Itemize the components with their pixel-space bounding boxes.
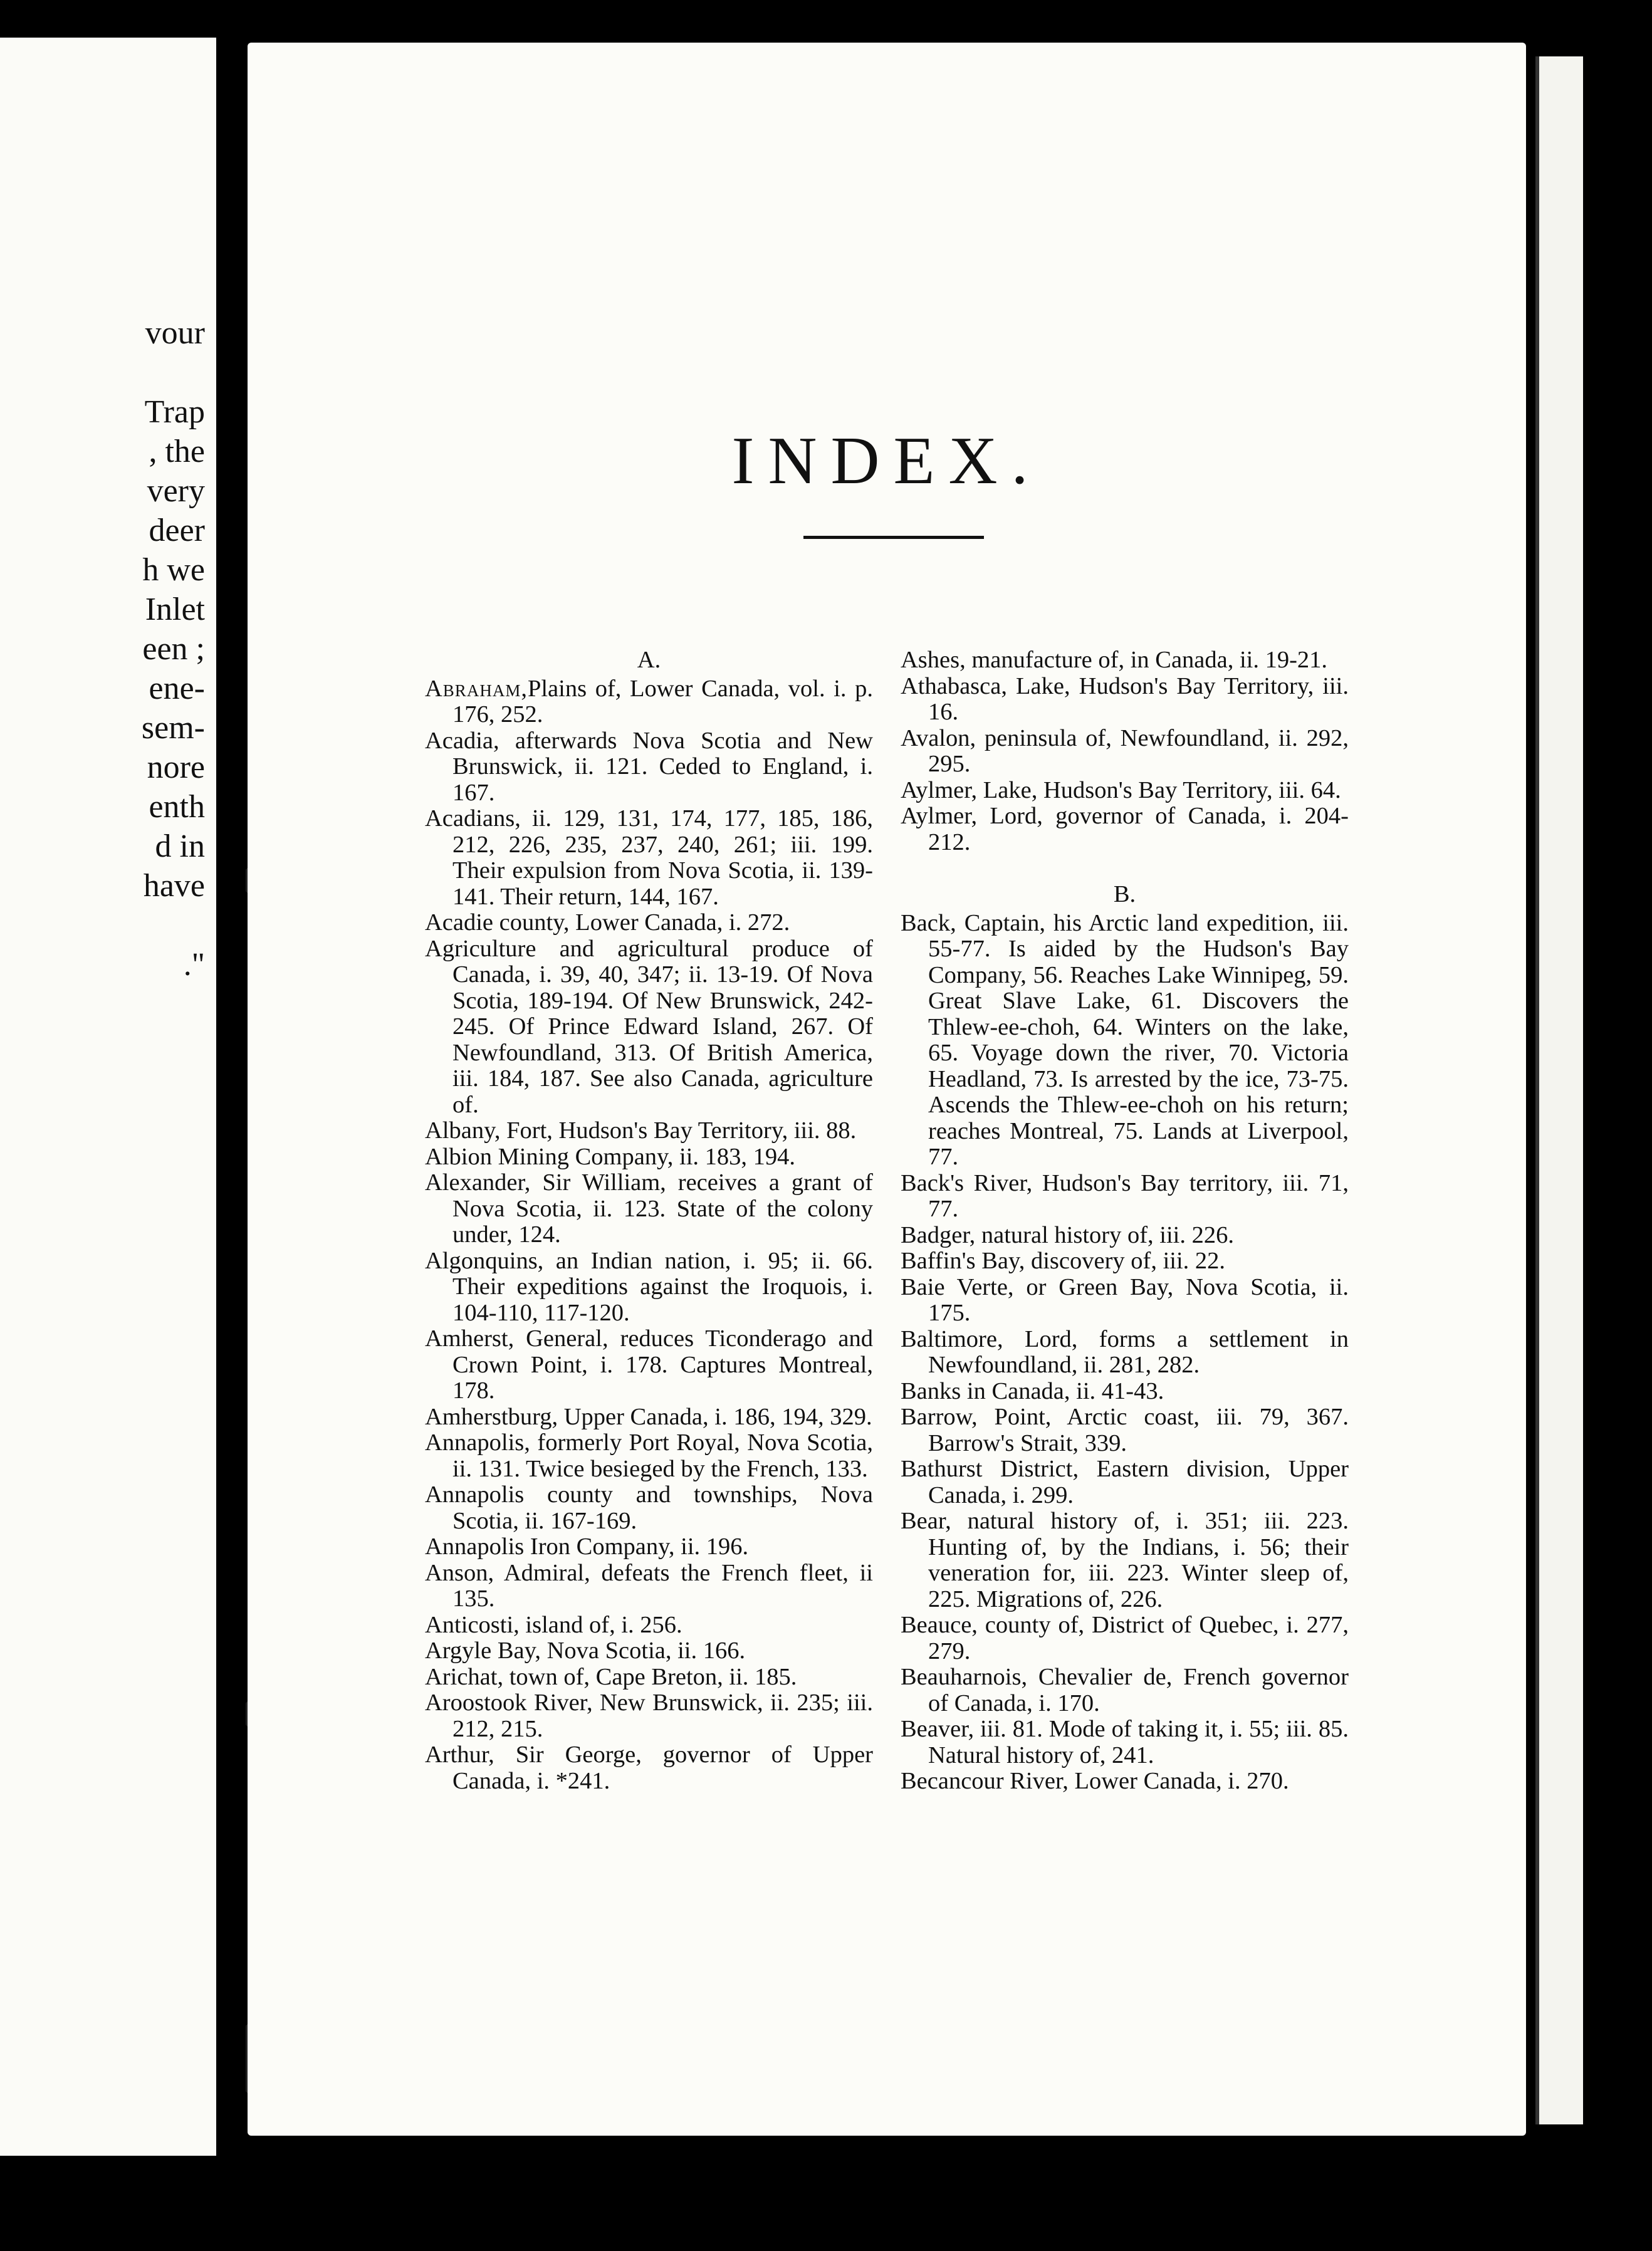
index-entry [901, 674, 1349, 726]
index-page [248, 43, 1526, 2136]
index-entry [425, 1248, 873, 1327]
index-entry [901, 1716, 1349, 1768]
index-entry [901, 1404, 1349, 1456]
index-column-right [901, 647, 1349, 1795]
entry-head: Abraham, [425, 675, 528, 702]
index-entry [901, 911, 1349, 1171]
index-entry [425, 1560, 873, 1612]
entry-text: Baie Verte, or Green Bay, Nova Scotia, ii. 175. [901, 1273, 1349, 1326]
index-entry [425, 1742, 873, 1794]
left-page-fragment: nore [147, 749, 205, 785]
entry-text: Banks in Canada, ii. 41-43. [901, 1377, 1164, 1404]
entry-text: Barrow, Point, Arctic coast, iii. 79, 367. Barrow's Strait, 339. [901, 1404, 1349, 1456]
entry-text: Argyle Bay, Nova Scotia, ii. 166. [425, 1637, 746, 1664]
index-entry [425, 1638, 873, 1664]
entry-text: Acadians, ii. 129, 131, 174, 177, 185, 186, 212, 226, 235, 237, 240, 261; iii. 199. Their expulsion from Nova Scotia, ii. 139-141. Their return, 144, 167. [425, 805, 873, 910]
index-entry [425, 1482, 873, 1534]
entry-text: Algonquins, an Indian nation, i. 95; ii. 66. Their expeditions against the Iroquois, i. 104-110, 117-120. [425, 1247, 873, 1326]
left-page-fragment: h we [142, 552, 205, 588]
entry-text: Badger, natural history of, iii. 226. [901, 1221, 1235, 1248]
left-page-fragment: d in [155, 828, 205, 864]
entry-text: Amherstburg, Upper Canada, i. 186, 194, 329. [425, 1403, 872, 1430]
entry-text: Aylmer, Lake, Hudson's Bay Territory, iii. 64. [901, 776, 1341, 803]
section-letter: A. [637, 647, 661, 673]
entry-text: Back's River, Hudson's Bay territory, iii. 71, 77. [901, 1169, 1349, 1222]
entry-text: Anson, Admiral, defeats the French fleet, ii 135. [425, 1559, 873, 1612]
index-entry [901, 1612, 1349, 1664]
entry-text: Amherst, General, reduces Ticonderago and Crown Point, i. 178. Captures Montreal, 178. [425, 1325, 873, 1404]
index-column-left [425, 647, 873, 1794]
entry-text: Athabasca, Lake, Hudson's Bay Territory, iii. 16. [901, 672, 1349, 725]
entry-text: Baffin's Bay, discovery of, iii. 22. [901, 1248, 1226, 1274]
entry-text: Annapolis, formerly Port Royal, Nova Scotia, ii. 131. Twice besieged by the French, 133. [425, 1429, 873, 1482]
entry-text: Anticosti, island of, i. 256. [425, 1611, 682, 1638]
index-entry [425, 806, 873, 910]
entry-text: Agriculture and agricultural produce of Canada, i. 39, 40, 347; ii. 13-19. Of Nova Scotia, 189-194. Of New Brunswick, 242-245. Of Prince Edward Island, 267. Of Newfoundland, 313. Of British America, iii. 184, 187. See also Canada, agriculture of. [425, 935, 873, 1118]
entry-text: Bear, natural history of, i. 351; iii. 223. Hunting of, by the Indians, i. 56; their veneration for, iii. 223. Winter sleep of, 225. Migrations of, 226. [901, 1508, 1349, 1612]
index-entry [901, 647, 1349, 674]
index-entry [425, 1612, 873, 1639]
entry-text: Baltimore, Lord, forms a settlement in Newfoundland, ii. 281, 282. [901, 1325, 1349, 1378]
left-page-fragment [142, 906, 205, 945]
left-page-fragment: Inlet [145, 592, 205, 627]
title-rule [803, 536, 984, 539]
index-entry [425, 728, 873, 807]
index-entry [901, 1768, 1349, 1795]
entry-text: Arichat, town of, Cape Breton, ii. 185. [425, 1663, 797, 1690]
index-entry [425, 676, 873, 728]
index-entry [901, 1223, 1349, 1249]
entry-text: Beauce, county of, District of Quebec, i. 277, 279. [901, 1612, 1349, 1664]
index-entry [901, 726, 1349, 778]
left-page-fragment: deer [149, 513, 205, 548]
left-page-fragment: ." [183, 947, 205, 983]
index-entry [901, 1248, 1349, 1275]
index-entry [901, 1508, 1349, 1612]
index-entry [901, 1379, 1349, 1405]
left-page-fragment: very [147, 473, 205, 509]
index-entry [425, 910, 873, 936]
left-page-fragment: , the [149, 434, 205, 469]
left-page-fragment: vour [145, 315, 205, 351]
left-page-text-fragments [142, 313, 205, 984]
left-page-fragment: enth [149, 789, 205, 825]
index-entry [425, 1690, 873, 1742]
entry-text: Becancour River, Lower Canada, i. 270. [901, 1768, 1289, 1794]
index-entry [425, 1534, 873, 1560]
left-page-fragment: ene- [149, 671, 205, 706]
left-page-fragment [142, 353, 205, 392]
entry-text: Arthur, Sir George, governor of Upper Canada, i. *241. [425, 1742, 873, 1794]
index-entry [901, 1456, 1349, 1508]
left-page-fragment: have [143, 868, 205, 904]
index-entry [425, 936, 873, 1119]
index-entry [901, 1171, 1349, 1223]
entry-text: Alexander, Sir William, receives a grant of Nova Scotia, ii. 123. State of the colony under, 124. [425, 1169, 873, 1248]
entry-text: Beauharnois, Chevalier de, French governor of Canada, i. 170. [901, 1664, 1349, 1716]
entry-text: Back, Captain, his Arctic land expedition, iii. 55-77. Is aided by the Hudson's Bay Company, 56. Reaches Lake Winnipeg, 59. Great Slave Lake, 61. Discovers the Thlew-ee-choh, 64. Winters on the lake, 65. Voyage down the river, 70. Victoria Headland, 73. Is arrested by the ice, 73-75. Ascends the Thlew-ee-choh on his return; reaches Montreal, 75. Lands at Liverpool, 77. [901, 909, 1349, 1170]
index-entry [901, 803, 1349, 855]
index-entry [425, 1118, 873, 1144]
section-letter: B. [1113, 881, 1136, 907]
index-entry [425, 1430, 873, 1482]
page-title: INDEX. [731, 424, 1042, 498]
index-entry [425, 1326, 873, 1404]
entry-text: Annapolis Iron Company, ii. 196. [425, 1533, 749, 1560]
index-entry [901, 1275, 1349, 1327]
entry-text: Albion Mining Company, ii. 183, 194. [425, 1143, 796, 1170]
index-entry [425, 1404, 873, 1431]
entry-text: Albany, Fort, Hudson's Bay Territory, iii. 88. [425, 1117, 857, 1144]
index-entry [901, 1664, 1349, 1716]
index-entry [901, 1327, 1349, 1379]
index-entry [901, 778, 1349, 804]
left-page-fragment: sem- [141, 710, 205, 746]
entry-text: Plains of, Lower Canada, vol. i. p. 176, 252. [452, 675, 873, 728]
entry-text: Bathurst District, Eastern division, Upper Canada, i. 299. [901, 1456, 1349, 1508]
entry-text: Acadia, afterwards Nova Scotia and New Brunswick, ii. 121. Ceded to England, i. 167. [425, 727, 873, 806]
entry-text: Ashes, manufacture of, in Canada, ii. 19-21. [901, 647, 1328, 673]
entry-text: Aroostook River, New Brunswick, ii. 235; iii. 212, 215. [425, 1690, 873, 1742]
left-page-edge [0, 38, 216, 2156]
entry-text: Annapolis county and townships, Nova Scotia, ii. 167-169. [425, 1481, 873, 1534]
left-page-fragment: een ; [142, 631, 205, 667]
entry-text: Aylmer, Lord, governor of Canada, i. 204-212. [901, 803, 1349, 855]
index-entry [425, 1144, 873, 1171]
page-stack-edge [1535, 56, 1583, 2124]
index-entry [425, 1170, 873, 1248]
entry-text: Avalon, peninsula of, Newfoundland, ii. 292, 295. [901, 724, 1349, 777]
index-entry [425, 1664, 873, 1691]
left-page-fragment: Trap [144, 394, 205, 430]
entry-text: Acadie county, Lower Canada, i. 272. [425, 909, 790, 936]
entry-text: Beaver, iii. 81. Mode of taking it, i. 55; iii. 85. Natural history of, 241. [901, 1716, 1349, 1768]
